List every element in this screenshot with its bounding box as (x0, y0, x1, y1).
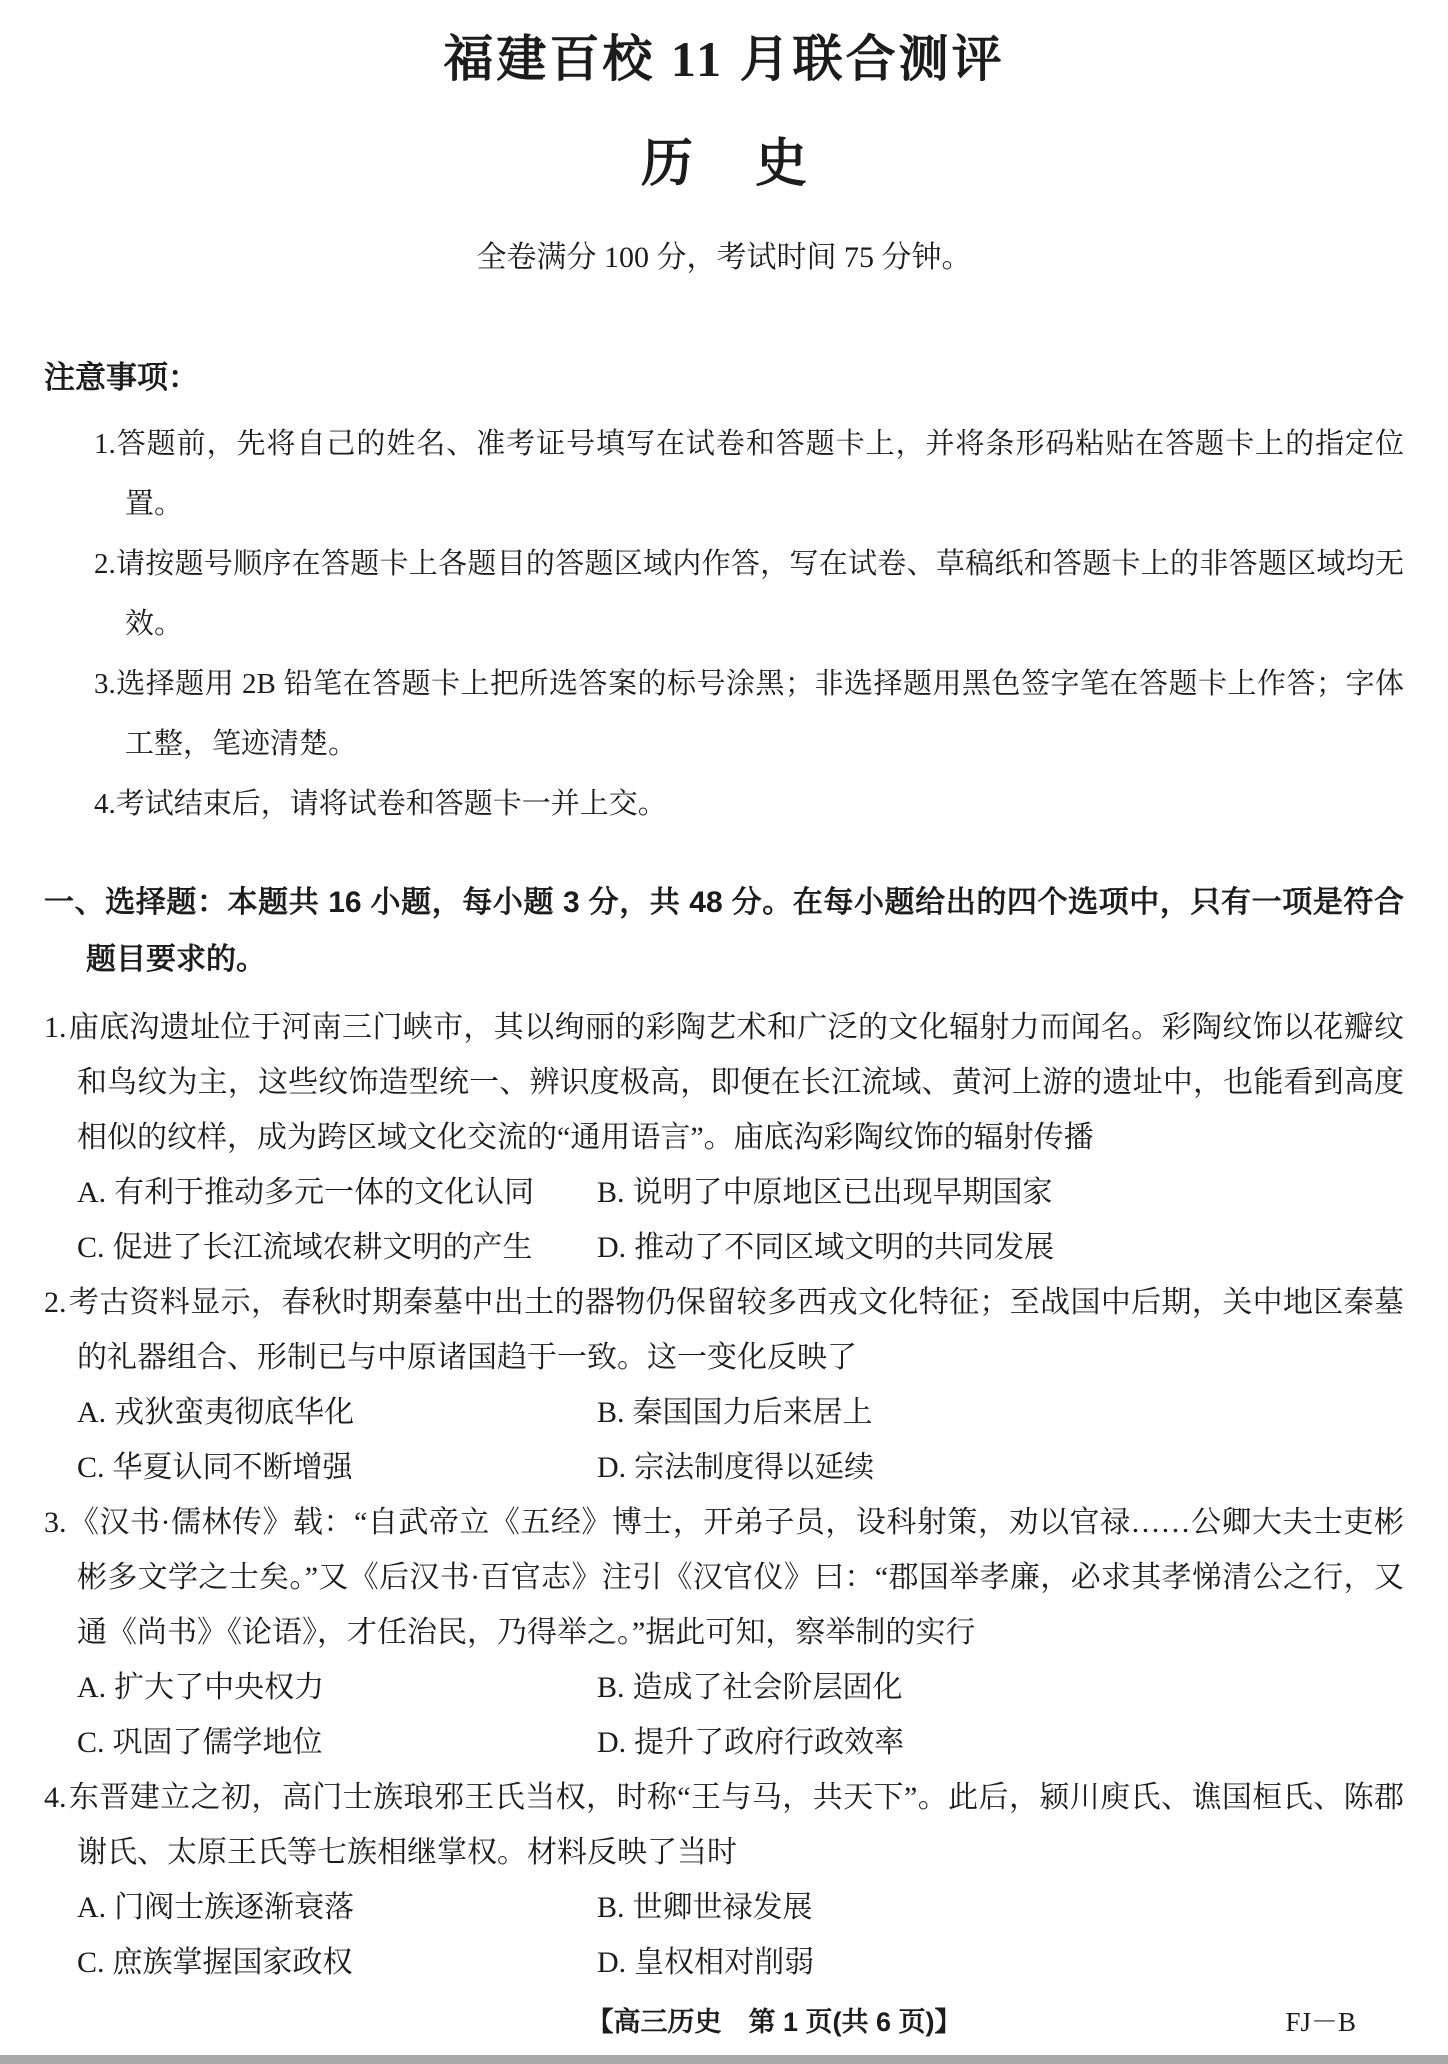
notice-items (44, 414, 1404, 834)
question-3-option-c (77, 1715, 597, 1770)
question-2 (44, 1275, 1404, 1495)
option-text: 巩固了儒学地位 (112, 1726, 323, 1759)
subject-title (44, 130, 1404, 200)
option-label: A. (77, 1671, 107, 1704)
notice-heading: 注意事项： (44, 360, 199, 395)
question-2-option-c (77, 1440, 597, 1495)
option-label: C. (77, 1946, 105, 1979)
option-label: B. (597, 1396, 625, 1429)
notice-item-1: 1.答题前，先将自己的姓名、准考证号填写在试卷和答题卡上，并将条形码粘贴在答题卡上的指定位置。 (94, 428, 1404, 520)
option-label: C. (77, 1231, 105, 1264)
question-2-options (44, 1385, 1404, 1495)
question-4-number: 4. (44, 1781, 67, 1814)
option-text: 门阀士族逐渐衰落 (114, 1891, 355, 1924)
option-text: 促进了长江流域农耕文明的产生 (112, 1231, 533, 1264)
section-heading-choice: 一、选择题：本题共 16 小题，每小题 3 分，共 48 分。在每小题给出的四个选项中，只有一项是符合题目要求的。 (44, 886, 1404, 976)
exam-info: 全卷满分 100 分，考试时间 75 分钟。 (476, 241, 972, 274)
question-1-option-c (77, 1220, 597, 1275)
question-4-options (44, 1880, 1404, 1990)
question-4-option-a (77, 1880, 597, 1935)
question-4-option-c (77, 1935, 597, 1990)
option-label: C. (77, 1451, 105, 1484)
option-text: 庶族掌握国家政权 (112, 1946, 353, 1979)
question-1-option-d (597, 1220, 1404, 1275)
option-label: B. (597, 1891, 625, 1924)
question-3 (44, 1495, 1404, 1770)
notice-section (44, 356, 1404, 834)
question-3-number: 3. (44, 1506, 67, 1539)
footer-paper-code: FJ－B (1285, 2007, 1356, 2037)
question-1-option-b (597, 1165, 1404, 1220)
exam-title: 福建百校 11 月联合测评 (443, 31, 1005, 87)
question-1-stem (44, 1000, 1404, 1165)
question-3-option-d (597, 1715, 1404, 1770)
notice-item-2: 2.请按题号顺序在答题卡上各题目的答题区域内作答，写在试卷、草稿纸和答题卡上的非答题区域均无效。 (94, 548, 1404, 640)
footer-page-label: 【高三历史 第 1 页(共 6 页)】 (586, 2007, 962, 2037)
question-1-option-a (77, 1165, 597, 1220)
option-label: D. (597, 1231, 627, 1264)
notice-item-4: 4.考试结束后，请将试卷和答题卡一并上交。 (94, 788, 667, 820)
option-text: 皇权相对削弱 (634, 1946, 815, 1979)
question-1-number: 1. (44, 1011, 67, 1044)
question-4-option-d (597, 1935, 1404, 1990)
question-4-stem (44, 1770, 1404, 1880)
question-3-options (44, 1660, 1404, 1770)
scan-bottom-edge (0, 2055, 1448, 2064)
option-label: D. (597, 1451, 627, 1484)
question-2-number: 2. (44, 1286, 67, 1319)
question-4 (44, 1770, 1404, 1990)
question-1 (44, 1000, 1404, 1275)
question-1-text: 庙底沟遗址位于河南三门峡市，其以绚丽的彩陶艺术和广泛的文化辐射力而闻名。彩陶纹饰以花瓣纹和鸟纹为主，这些纹饰造型统一、辨识度极高，即便在长江流域、黄河上游的遗址中，也能看到高度相似的纹样，成为跨区域文化交流的“通用语言”。庙底沟彩陶纹饰的辐射传播 (68, 1011, 1404, 1154)
option-text: 说明了中原地区已出现早期国家 (632, 1176, 1053, 1209)
option-label: B. (597, 1671, 625, 1704)
notice-item-3: 3.选择题用 2B 铅笔在答题卡上把所选答案的标号涂黑；非选择题用黑色签字笔在答题卡上作答；字体工整，笔迹清楚。 (94, 668, 1404, 760)
question-2-option-a (77, 1385, 597, 1440)
subject-text: 历史 (640, 136, 869, 193)
option-text: 秦国国力后来居上 (632, 1396, 873, 1429)
question-2-option-b (597, 1385, 1404, 1440)
question-2-option-d (597, 1440, 1404, 1495)
option-text: 提升了政府行政效率 (634, 1726, 905, 1759)
option-text: 世卿世禄发展 (632, 1891, 813, 1924)
question-3-option-b (597, 1660, 1404, 1715)
option-label: A. (77, 1396, 107, 1429)
question-4-option-b (597, 1880, 1404, 1935)
question-2-text: 考古资料显示，春秋时期秦墓中出土的器物仍保留较多西戎文化特征；至战国中后期，关中地区秦墓的礼器组合、形制已与中原诸国趋于一致。这一变化反映了 (68, 1286, 1404, 1374)
option-label: D. (597, 1726, 627, 1759)
option-label: B. (597, 1176, 625, 1209)
page-footer (0, 2002, 1448, 2042)
question-list (44, 1000, 1404, 1990)
option-text: 推动了不同区域文明的共同发展 (634, 1231, 1055, 1264)
question-4-text: 东晋建立之初，高门士族琅邪王氏当权，时称“王与马，共天下”。此后，颍川庾氏、谯国桓氏、陈郡谢氏、太原王氏等七族相继掌权。材料反映了当时 (68, 1781, 1404, 1869)
option-text: 造成了社会阶层固化 (632, 1671, 903, 1704)
option-text: 华夏认同不断增强 (112, 1451, 353, 1484)
question-3-stem (44, 1495, 1404, 1660)
option-label: D. (597, 1946, 627, 1979)
question-3-option-a (77, 1660, 597, 1715)
question-1-options (44, 1165, 1404, 1275)
option-text: 扩大了中央权力 (114, 1671, 325, 1704)
option-label: A. (77, 1891, 107, 1924)
exam-header (44, 26, 1404, 278)
option-text: 戎狄蛮夷彻底华化 (114, 1396, 355, 1429)
option-label: C. (77, 1726, 105, 1759)
option-text: 宗法制度得以延续 (634, 1451, 875, 1484)
option-text: 有利于推动多元一体的文化认同 (114, 1176, 535, 1209)
question-3-text: 《汉书·儒林传》载：“自武帝立《五经》博士，开弟子员，设科射策，劝以官禄……公卿大夫士吏彬彬多文学之士矣。”又《后汉书·百官志》注引《汉官仪》曰：“郡国举孝廉，必求其孝悌清公之行，又通《尚书》《论语》，才任治民，乃得举之。”据此可知，察举制的实行 (68, 1506, 1404, 1649)
option-label: A. (77, 1176, 107, 1209)
question-2-stem (44, 1275, 1404, 1385)
